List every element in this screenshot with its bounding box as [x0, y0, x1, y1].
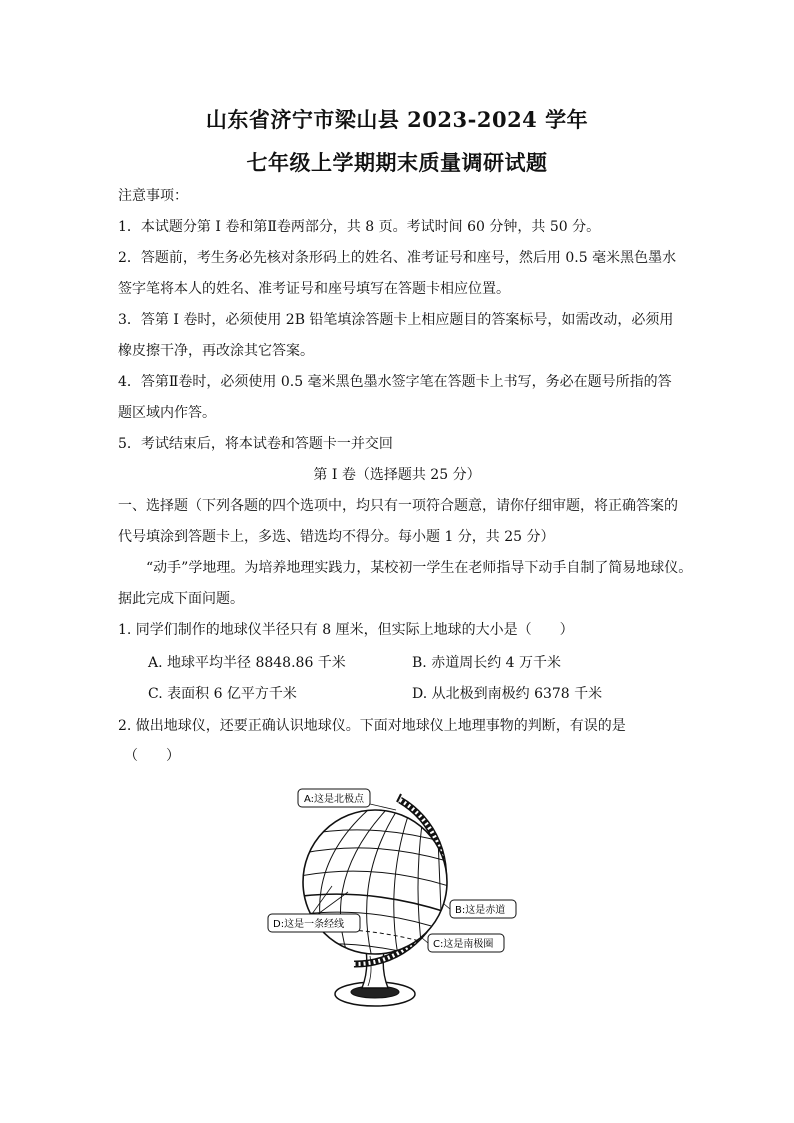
question-1-option-a: A. 地球平均半径 8848.86 千米	[148, 655, 346, 671]
label-d-text: D:这是一条经线	[273, 919, 345, 930]
section-instructions-2: 代号填涂到答题卡上，多选、错选均不得分。每小题 1 分，共 25 分）	[118, 529, 555, 545]
notice-item-1: 1．本试题分第 I 卷和第Ⅱ卷两部分，共 8 页。考试时间 60 分钟，共 50 分。	[118, 219, 601, 235]
notice-item-3: 3．答第 I 卷时，必须使用 2B 铅笔填涂答题卡上相应题目的答案标号，如需改动，必须用	[118, 312, 674, 328]
notice-item-2: 2．答题前，考生务必先核对条形码上的姓名、准考证号和座号，然后用 0.5 毫米黑色墨水	[118, 250, 677, 266]
notice-item-4-cont: 题区域内作答。	[118, 405, 216, 421]
question-2-answer-paren: （ ）	[124, 748, 180, 764]
notice-heading: 注意事项：	[118, 188, 188, 204]
notice-item-2-cont: 签字笔将本人的姓名、准考证号和座号填写在答题卡相应位置。	[118, 281, 510, 297]
question-1-stem: 1. 同学们制作的地球仪半径只有 8 厘米，但实际上地球的大小是（ ）	[118, 622, 574, 638]
passage-line-2: 据此完成下面问题。	[118, 591, 244, 607]
exam-title-line2: 七年级上学期期末质量调研试题	[246, 150, 548, 175]
exam-title-line1: 山东省济宁市梁山县 2023-2024 学年	[205, 107, 589, 132]
question-1-option-b: B. 赤道周长约 4 万千米	[412, 655, 561, 671]
label-a-text: A:这是北极点	[304, 794, 365, 805]
notice-item-4: 4．答第Ⅱ卷时，必须使用 0.5 毫米黑色墨水签字笔在答题卡上书写，务必在题号所指的答	[118, 374, 672, 390]
notice-item-3-cont: 橡皮擦干净，再改涂其它答案。	[118, 343, 314, 359]
question-1-option-d: D. 从北极到南极约 6378 千米	[412, 686, 603, 702]
question-1-option-c: C. 表面积 6 亿平方千米	[148, 686, 297, 702]
section-instructions-1: 一、选择题（下列各题的四个选项中，均只有一项符合题意，请你仔细审题，将正确答案的	[118, 498, 678, 514]
section-heading: 第 I 卷（选择题共 25 分）	[313, 467, 481, 483]
question-2-stem: 2. 做出地球仪，还要正确认识地球仪。下面对地球仪上地理事物的判断，有误的是	[118, 718, 626, 734]
globe-figure	[262, 780, 532, 1012]
passage-line-1: “动手”学地理。为培养地理实践力，某校初一学生在老师指导下动手自制了简易地球仪。	[146, 560, 693, 576]
label-c-text: C:这是南极圈	[433, 939, 494, 950]
notice-item-5: 5．考试结束后，将本试卷和答题卡一并交回	[118, 436, 393, 452]
label-b-text: B:这是赤道	[455, 905, 506, 916]
